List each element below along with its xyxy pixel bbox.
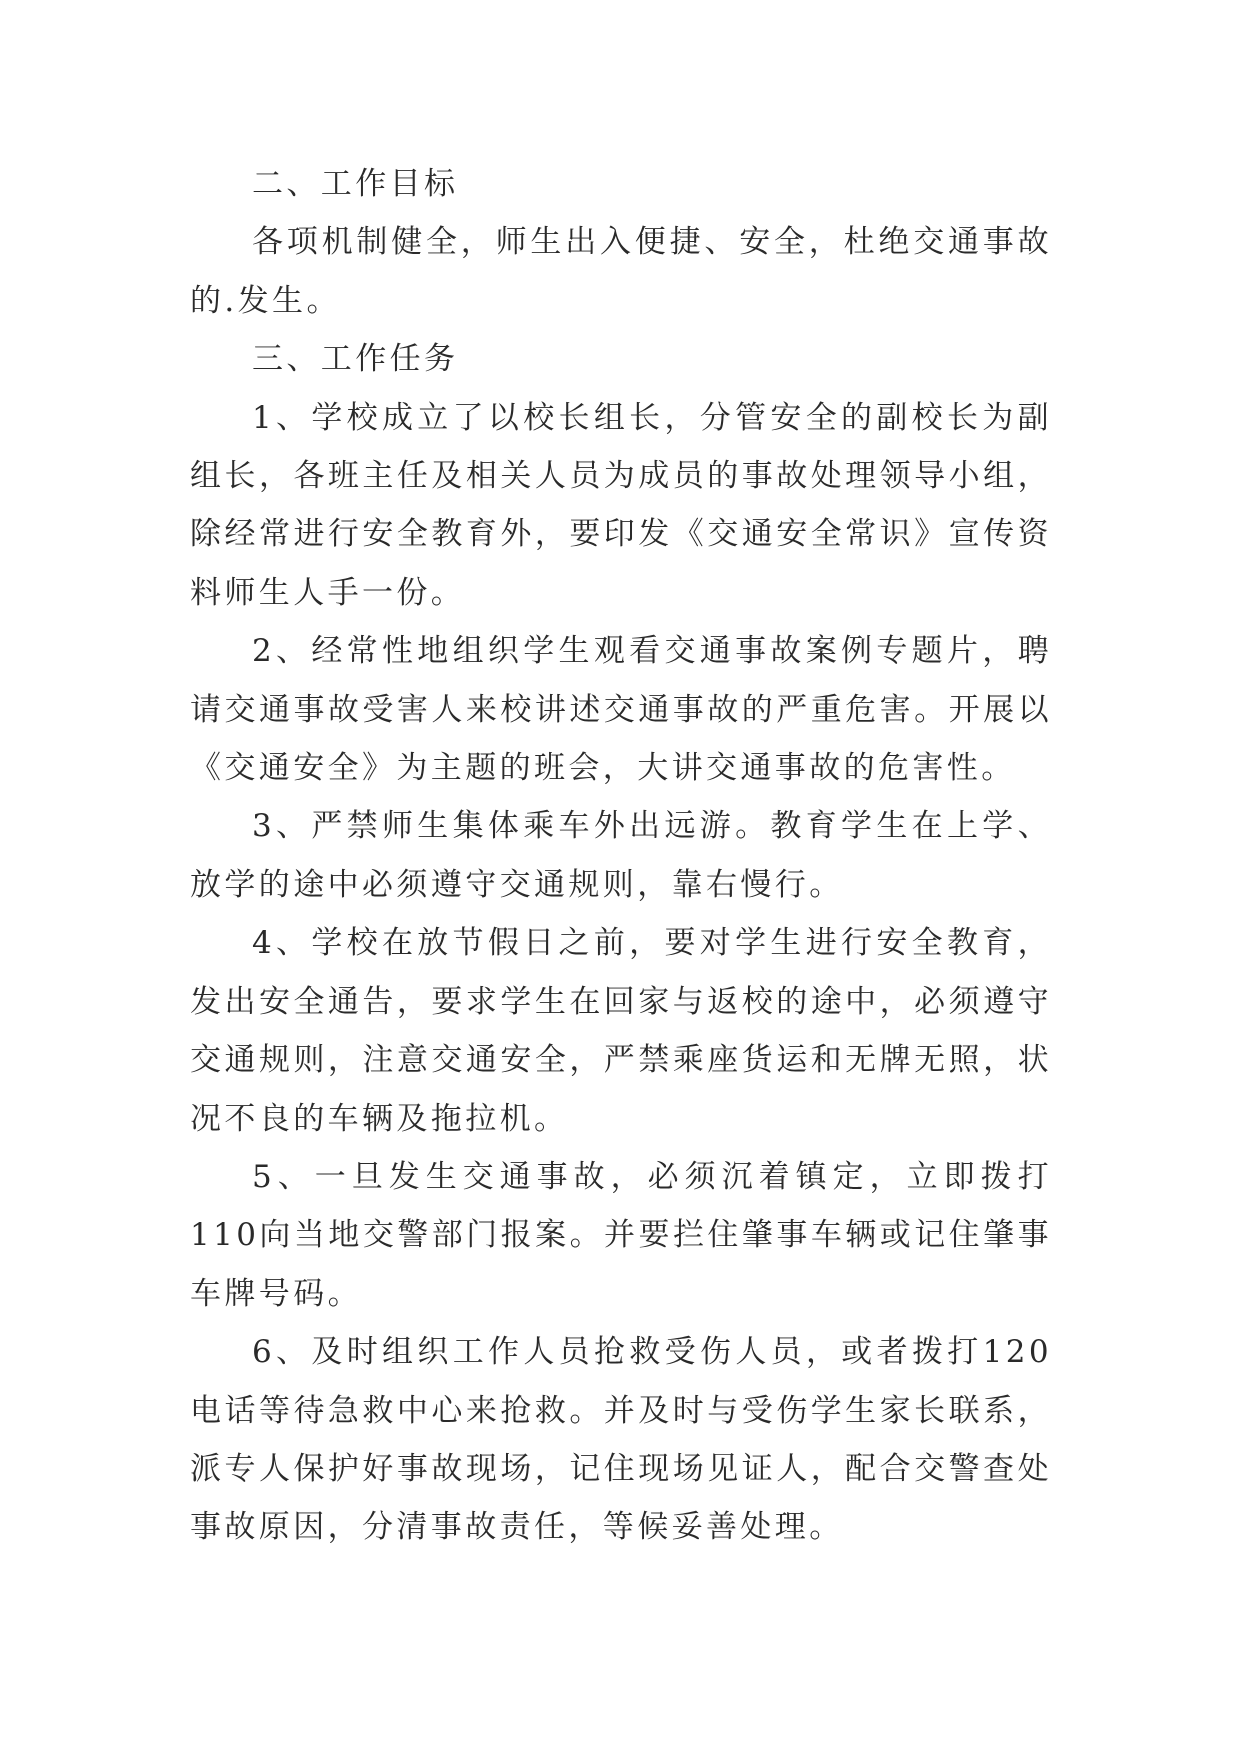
section-heading-goals: 二、工作目标 — [252, 166, 459, 202]
document-body — [190, 155, 1052, 1557]
paragraph-task-4: 4、学校在放节假日之前，要对学生进行安全教育，发出安全通告，要求学生在回家与返校的途中，必须遵守交通规则，注意交通安全，严禁乘座货运和无牌无照，状况不良的车辆及拖拉机。 — [190, 925, 1052, 1137]
paragraph-task-6: 6、及时组织工作人员抢救受伤人员，或者拨打120电话等待急救中心来抢救。并及时与受伤学生家长联系，派专人保护好事故现场，记住现场见证人，配合交警查处事故原因，分清事故责任，等候妥善处理。 — [190, 1334, 1052, 1546]
section-heading-tasks: 三、工作任务 — [252, 341, 459, 378]
paragraph-task-3: 3、严禁师生集体乘车外出远游。教育学生在上学、放学的途中必须遵守交通规则，靠右慢行。 — [190, 808, 1052, 903]
paragraph-task-2: 2、经常性地组织学生观看交通事故案例专题片，聘请交通事故受害人来校讲述交通事故的严重危害。开展以《交通安全》为主题的班会，大讲交通事故的危害性。 — [190, 633, 1052, 787]
paragraph-goals: 各项机制健全，师生出入便捷、安全，杜绝交通事故的.发生。 — [190, 224, 1052, 319]
paragraph-task-1: 1、学校成立了以校长组长，分管安全的副校长为副组长，各班主任及相关人员为成员的事故处理领导小组，除经常进行安全教育外，要印发《交通安全常识》宣传资料师生人手一份。 — [190, 399, 1052, 611]
paragraph-task-5: 5、一旦发生交通事故，必须沉着镇定，立即拨打110向当地交警部门报案。并要拦住肇事车辆或记住肇事车牌号码。 — [190, 1158, 1052, 1312]
